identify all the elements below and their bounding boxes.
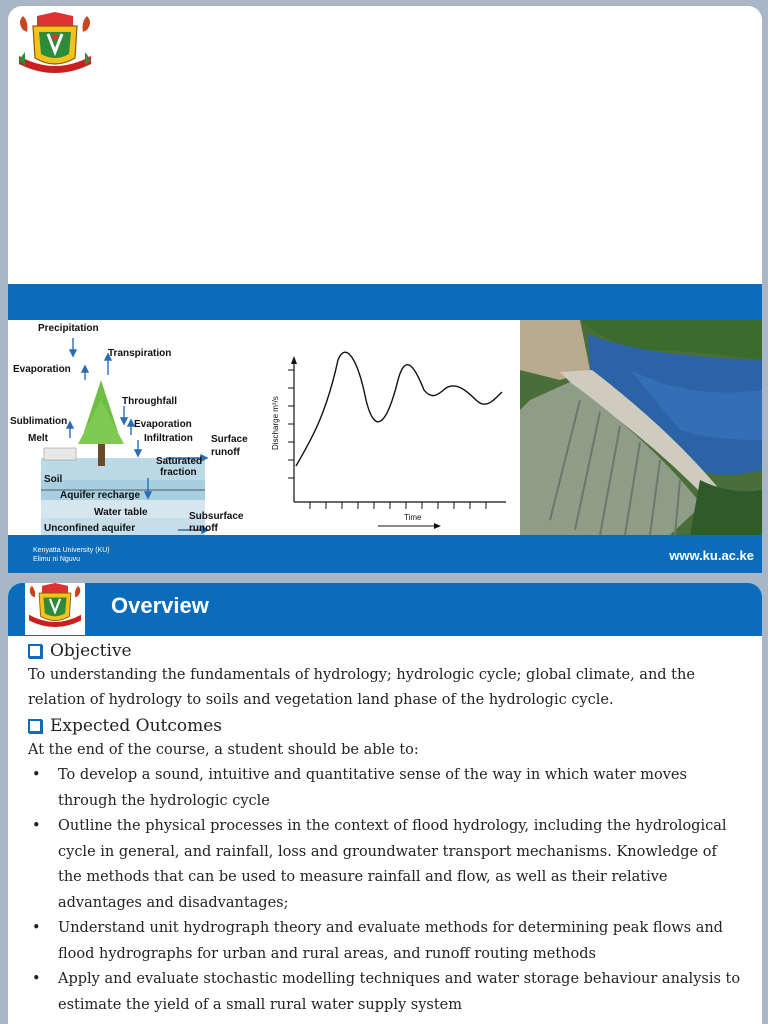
list-item: • To develop a sound, intuitive and quantitative sense of the way in which water moves through the hydrologic cycle xyxy=(58,763,744,814)
footer-motto: Elimu ni Nguvu xyxy=(33,556,81,563)
overview-content xyxy=(8,639,762,1018)
label-infiltration: Infiltration xyxy=(144,433,193,444)
image-row xyxy=(8,320,762,535)
label-evaporation-ground: Evaporation xyxy=(134,419,192,430)
label-precipitation: Precipitation xyxy=(38,323,99,334)
checkbox-bullet-icon xyxy=(28,644,42,658)
label-melt: Melt xyxy=(28,433,48,444)
overview-header xyxy=(8,583,762,636)
footer-institution: Kenyatta University (KU) xyxy=(33,547,110,554)
footer-url[interactable]: www.ku.ac.ke xyxy=(669,548,754,563)
hydrograph-ylabel: Discharge m³/s xyxy=(271,396,280,450)
label-soil: Soil xyxy=(44,474,63,485)
overview-title: Overview xyxy=(111,593,209,618)
university-logo xyxy=(15,12,95,84)
label-saturated-1: Saturated xyxy=(156,456,203,467)
label-subsurface-1: Subsurface xyxy=(189,511,244,522)
outcomes-heading xyxy=(28,714,762,738)
label-subsurface-2: runoff xyxy=(189,523,218,534)
objective-text: To understanding the fundamentals of hydrology; hydrologic cycle; global climate, and the relation of hydrology to soils and vegetation land phase of the hydrologic cycle. xyxy=(28,667,695,708)
label-water-table: Water table xyxy=(94,507,148,518)
overview-slide xyxy=(8,583,762,1024)
outcomes-list xyxy=(8,763,762,1018)
label-transpiration: Transpiration xyxy=(108,348,172,359)
objective-heading xyxy=(28,639,762,663)
outcomes-intro: At the end of the course, a student should be able to: xyxy=(28,742,419,758)
label-saturated-2: fraction xyxy=(160,467,197,478)
label-throughfall: Throughfall xyxy=(122,396,177,407)
label-surface-runoff-2: runoff xyxy=(211,447,240,458)
label-evaporation-top: Evaporation xyxy=(13,364,71,375)
hydrograph-xlabel: Time xyxy=(404,513,422,522)
university-logo-small xyxy=(25,583,85,635)
label-unconfined-aquifer: Unconfined aquifer xyxy=(44,523,136,534)
title-band xyxy=(8,284,762,320)
objective-heading-text: Objective xyxy=(50,641,132,661)
slide1-footer xyxy=(8,535,762,573)
outcomes-heading-text: Expected Outcomes xyxy=(50,716,223,736)
dam-photo xyxy=(520,320,762,535)
hydrologic-cycle-diagram xyxy=(8,320,270,535)
title-slide xyxy=(8,6,762,573)
list-item: • Apply and evaluate stochastic modelling techniques and water storage behaviour analysis to estimate the yield of a small rural water supply system xyxy=(58,967,744,1018)
label-aquifer-recharge: Aquifer recharge xyxy=(60,490,141,501)
checkbox-bullet-icon xyxy=(28,719,42,733)
list-item: • Understand unit hydrograph theory and evaluate methods for determining peak flows and flood hydrographs for urban and rural areas, and runoff routing methods xyxy=(58,916,744,967)
hydrograph xyxy=(266,320,520,535)
label-surface-runoff-1: Surface xyxy=(211,434,248,445)
list-item: • Outline the physical processes in the context of flood hydrology, including the hydrological cycle in general, and rainfall, loss and groundwater transport mechanisms. Knowledge of the methods that can be used to measure rainfall and flow, as well as their relative advantages and disadvantages; xyxy=(58,814,744,916)
label-sublimation: Sublimation xyxy=(10,416,68,427)
